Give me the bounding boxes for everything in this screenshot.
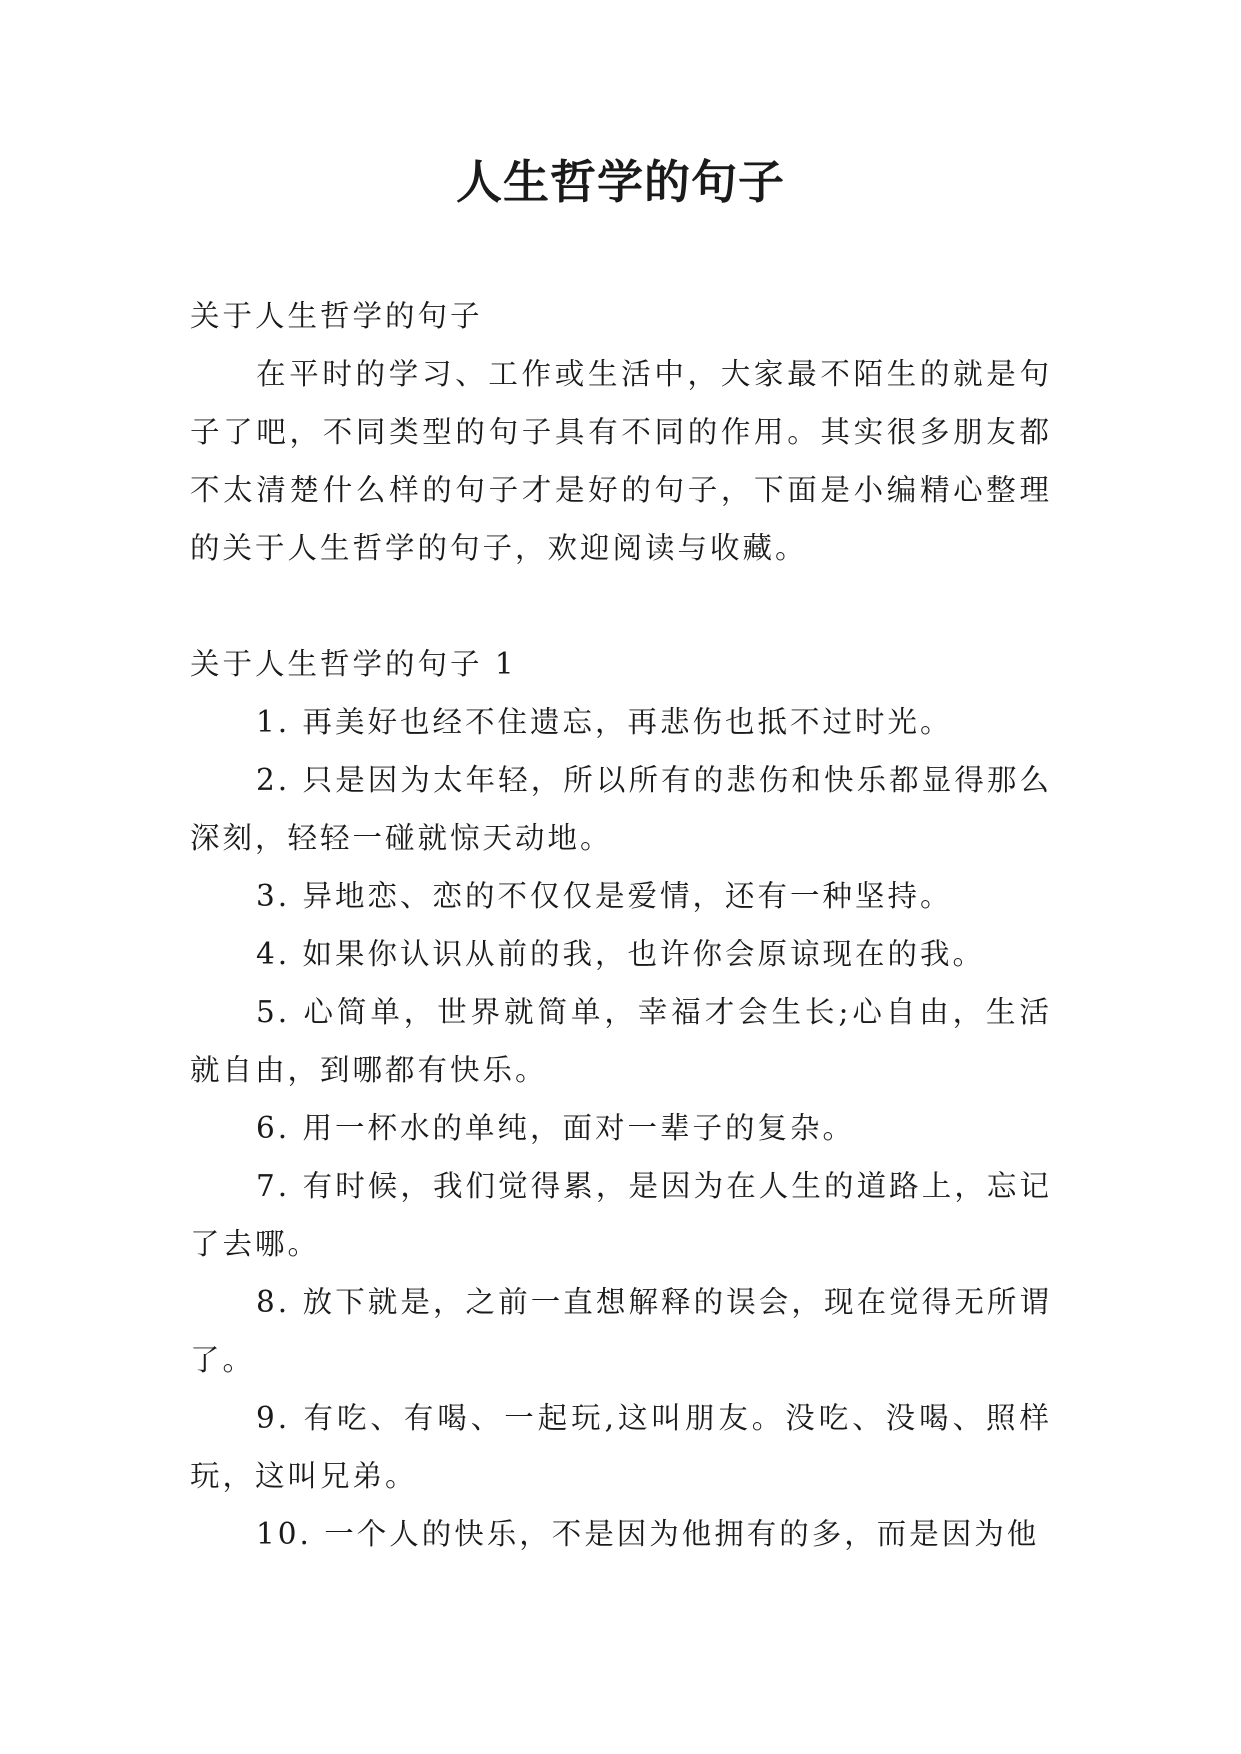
list-item: 6. 用一杯水的单纯，面对一辈子的复杂。 <box>256 1111 856 1145</box>
list-item: 7. 有时候，我们觉得累，是因为在人生的道路上，忘记了去哪。 <box>190 1169 1052 1261</box>
paragraph-gap <box>190 577 1052 635</box>
section-heading: 关于人生哲学的句子 <box>190 299 483 333</box>
list-item: 10. 一个人的快乐，不是因为他拥有的多，而是因为他 <box>256 1517 1040 1551</box>
subsection-heading: 关于人生哲学的句子 1 <box>190 647 517 681</box>
list-item: 3. 异地恋、恋的不仅仅是爱情，还有一种坚持。 <box>256 879 953 913</box>
list-item: 1. 再美好也经不住遗忘，再悲伤也抵不过时光。 <box>256 705 953 739</box>
list-item: 8. 放下就是，之前一直想解释的误会，现在觉得无所谓了。 <box>190 1285 1052 1377</box>
list-item: 4. 如果你认识从前的我，也许你会原谅现在的我。 <box>256 937 986 971</box>
document-body <box>190 287 1052 1563</box>
intro-paragraph: 在平时的学习、工作或生活中，大家最不陌生的就是句子了吧，不同类型的句子具有不同的作用。其实很多朋友都不太清楚什么样的句子才是好的句子，下面是小编精心整理的关于人生哲学的句子，欢迎阅读与收藏。 <box>190 357 1052 565</box>
document-title: 人生哲学的句子 <box>456 155 785 209</box>
list-item: 2. 只是因为太年轻，所以所有的悲伤和快乐都显得那么深刻，轻轻一碰就惊天动地。 <box>190 763 1052 855</box>
list-item: 9. 有吃、有喝、一起玩,这叫朋友。没吃、没喝、照样玩，这叫兄弟。 <box>190 1401 1052 1493</box>
list-item: 5. 心简单，世界就简单，幸福才会生长;心自由，生活就自由，到哪都有快乐。 <box>190 995 1052 1087</box>
